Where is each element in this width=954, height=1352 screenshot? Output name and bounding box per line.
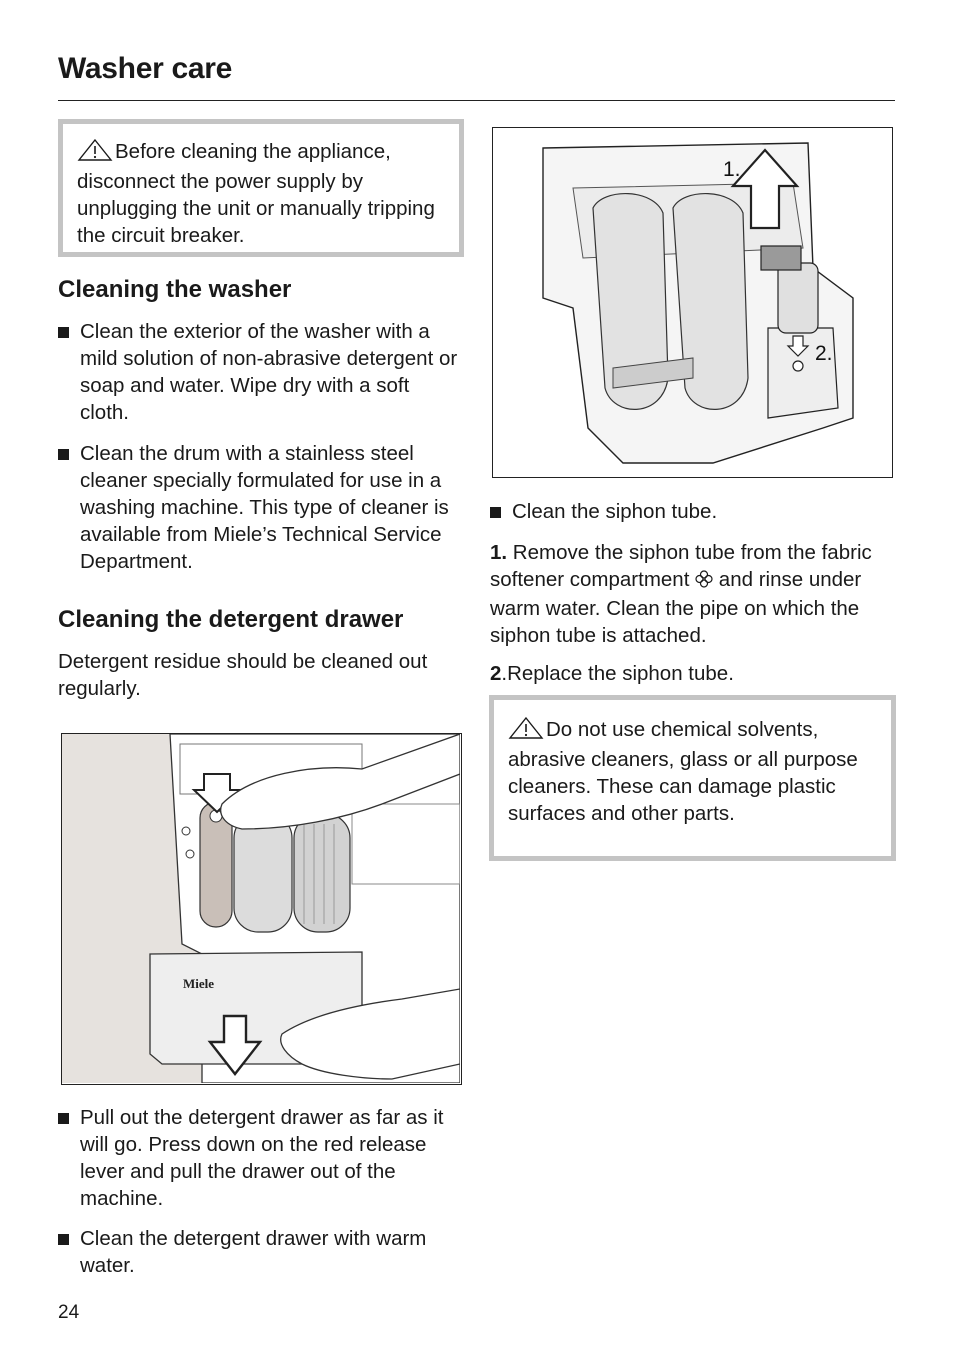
detergent-intro: Detergent residue should be cleaned out regularly. <box>58 650 428 700</box>
step-1-number: 1. <box>490 541 508 564</box>
figure-label-step-2: 2. <box>815 342 833 365</box>
page-number: 24 <box>58 1302 80 1323</box>
section-heading-cleaning-washer: Cleaning the washer <box>58 276 292 303</box>
bullet-text: Clean the drum with a stainless steel cleaner specially formulated for use in a washing machine. This type of cleaner is available from Miele’s Technical Service Department. <box>80 442 449 573</box>
step-1 <box>490 539 894 649</box>
list-item <box>58 1225 458 1285</box>
warning-text <box>508 716 877 827</box>
drawer-drawing <box>62 734 460 1083</box>
siphon-tube-illustration <box>492 127 893 478</box>
warning-1-text: Before cleaning the appliance, disconnect the power supply by unplugging the unit or manually tripping the circuit breaker. <box>77 140 435 247</box>
bullet-square-icon <box>58 1234 69 1245</box>
list-item <box>490 498 890 528</box>
list-item <box>58 318 458 428</box>
bullet-text: Clean the siphon tube. <box>512 500 718 523</box>
warning-box-power <box>58 119 464 257</box>
step-1-text-b: and rinse under warm water. Clean the pipe on which the siphon tube is attached. <box>490 568 862 647</box>
list-item <box>58 1104 458 1214</box>
step-1-text-a: Remove the siphon tube from the fabric softener compartment <box>490 541 872 591</box>
siphon-drawing <box>493 128 891 476</box>
bullet-square-icon <box>490 507 501 518</box>
step-2-text: .Replace the siphon tube. <box>501 662 734 685</box>
bullet-square-icon <box>58 449 69 460</box>
drawer-brand-label: Miele <box>183 976 215 991</box>
detergent-drawer-illustration <box>61 733 462 1085</box>
step-2-number: 2 <box>490 662 502 685</box>
warning-2-text: Do not use chemical solvents, abrasive cleaners, glass or all purpose cleaners. These can damage plastic surfaces and other parts. <box>508 718 858 825</box>
figure-label-step-1: 1. <box>723 158 741 181</box>
list-item <box>58 440 458 580</box>
bullet-square-icon <box>58 327 69 338</box>
bullet-text: Pull out the detergent drawer as far as it will go. Press down on the red release lever and pull the drawer out of the machine. <box>80 1106 444 1210</box>
fabric-softener-flower-icon <box>695 568 713 595</box>
warning-text <box>77 138 445 249</box>
step-2 <box>490 660 894 687</box>
bullet-text: Clean the detergent drawer with warm water. <box>80 1227 427 1277</box>
bullet-square-icon <box>58 1113 69 1124</box>
warning-box-solvents <box>489 695 896 861</box>
warning-triangle-icon <box>77 139 113 168</box>
warning-triangle-icon <box>508 717 544 746</box>
page-title: Washer care <box>58 52 233 85</box>
title-divider <box>58 100 895 101</box>
bullet-text: Clean the exterior of the washer with a mild solution of non-abrasive detergent or soap and water. Wipe dry with a soft cloth. <box>80 320 458 424</box>
section-heading-detergent-drawer: Cleaning the detergent drawer <box>58 606 404 633</box>
